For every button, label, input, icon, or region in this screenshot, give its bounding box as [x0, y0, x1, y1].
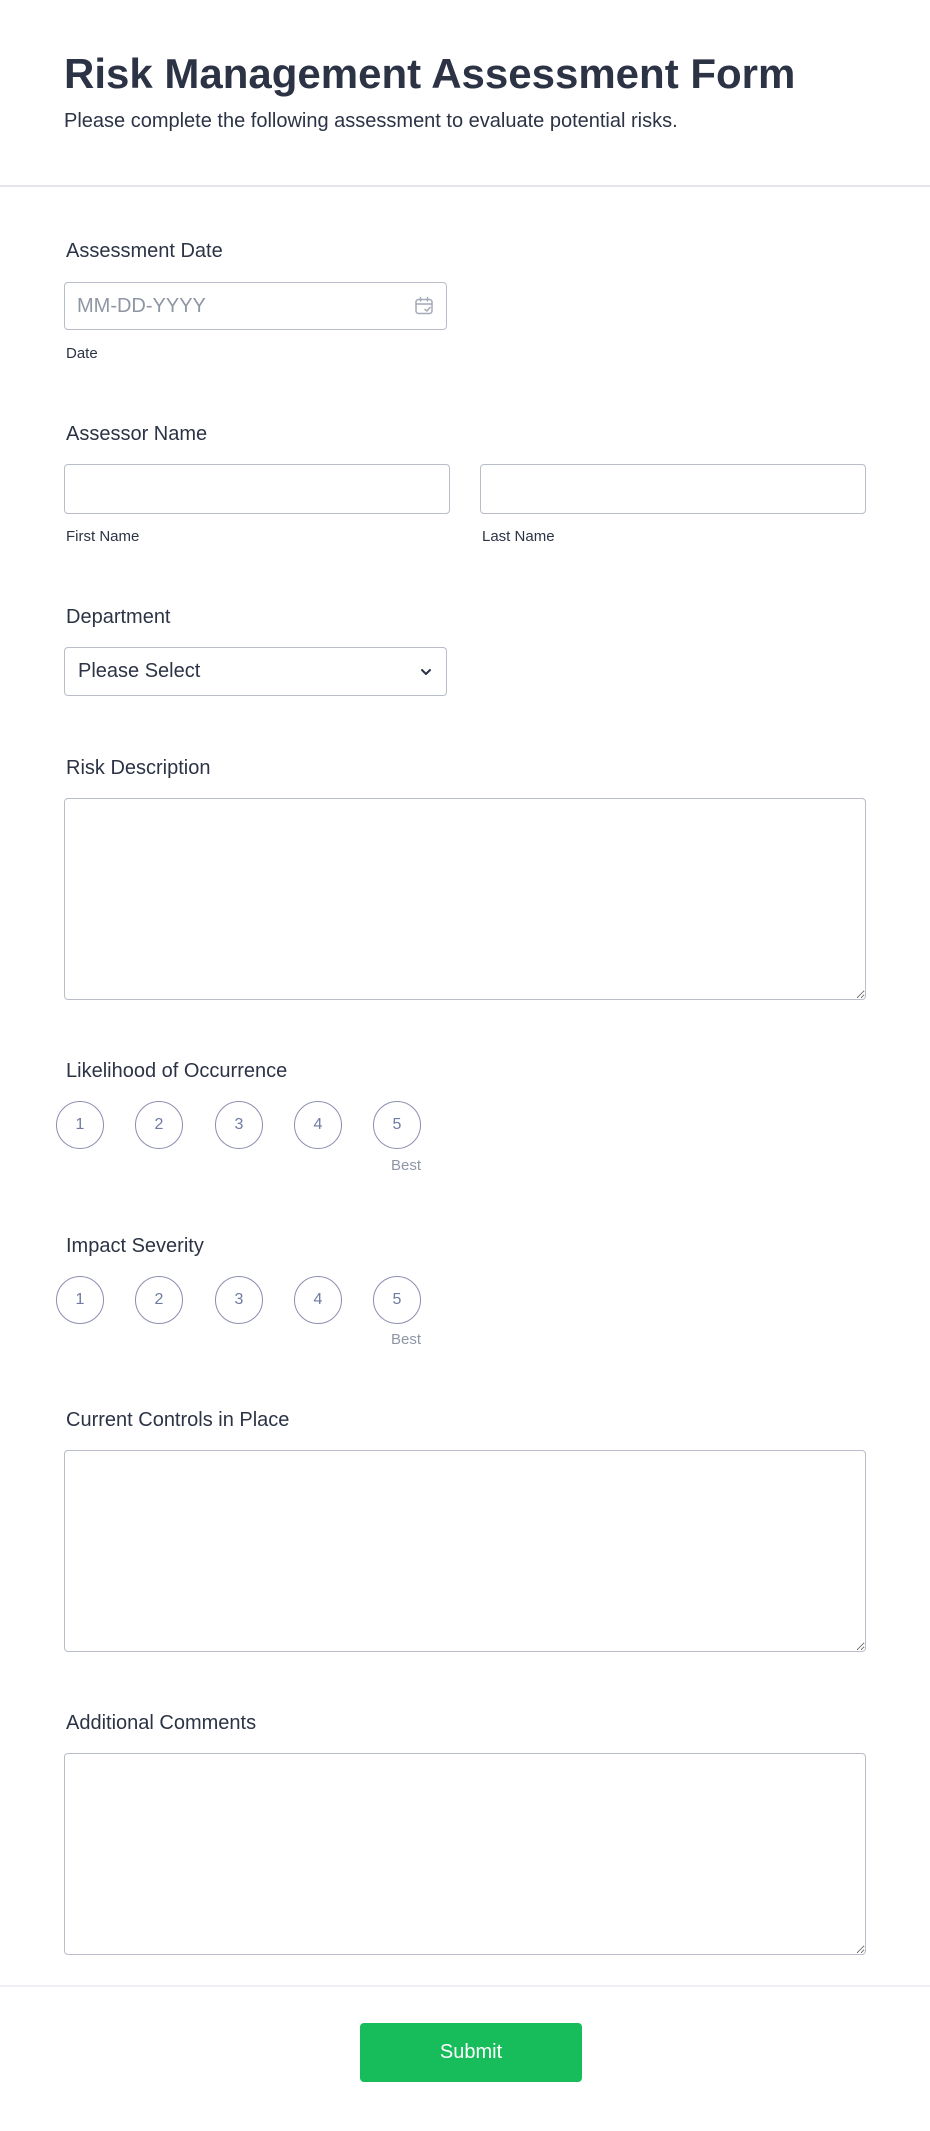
impact-rating-4[interactable]: 4 [294, 1276, 342, 1324]
form-header [0, 0, 930, 187]
current-controls-label: Current Controls in Place [66, 1409, 290, 1431]
last-name-sublabel: Last Name [482, 528, 555, 545]
risk-description-label: Risk Description [66, 757, 211, 779]
page-subtitle: Please complete the following assessment to evaluate potential risks. [64, 110, 678, 132]
likelihood-rating-3[interactable]: 3 [215, 1101, 263, 1149]
chevron-down-icon [416, 662, 436, 682]
impact-rating-2[interactable]: 2 [135, 1276, 183, 1324]
impact-rating-5[interactable]: 5 [373, 1276, 421, 1324]
assessment-date-input[interactable] [64, 282, 447, 330]
calendar-icon[interactable] [412, 294, 436, 318]
first-name-sublabel: First Name [66, 528, 140, 545]
department-label: Department [66, 606, 171, 628]
additional-comments-textarea[interactable] [64, 1753, 866, 1955]
page-title: Risk Management Assessment Form [64, 50, 796, 97]
department-select[interactable] [64, 647, 447, 696]
likelihood-rating-4[interactable]: 4 [294, 1101, 342, 1149]
impact-rating-1[interactable]: 1 [56, 1276, 104, 1324]
date-sublabel: Date [66, 345, 98, 362]
likelihood-best-label: Best [391, 1157, 422, 1174]
assessment-date-label: Assessment Date [66, 240, 223, 262]
risk-description-textarea[interactable] [64, 798, 866, 1000]
last-name-input[interactable] [480, 464, 866, 514]
current-controls-textarea[interactable] [64, 1450, 866, 1652]
likelihood-rating-2[interactable]: 2 [135, 1101, 183, 1149]
additional-comments-label: Additional Comments [66, 1712, 257, 1734]
submit-button[interactable]: Submit [360, 2023, 582, 2082]
likelihood-rating-5[interactable]: 5 [373, 1101, 421, 1149]
impact-rating-3[interactable]: 3 [215, 1276, 263, 1324]
impact-best-label: Best [391, 1331, 422, 1348]
assessor-name-label: Assessor Name [66, 423, 208, 445]
likelihood-rating-1[interactable]: 1 [56, 1101, 104, 1149]
likelihood-label: Likelihood of Occurrence [66, 1060, 288, 1082]
department-selected-value: Please Select [78, 660, 201, 682]
impact-severity-label: Impact Severity [66, 1235, 204, 1257]
first-name-input[interactable] [64, 464, 450, 514]
